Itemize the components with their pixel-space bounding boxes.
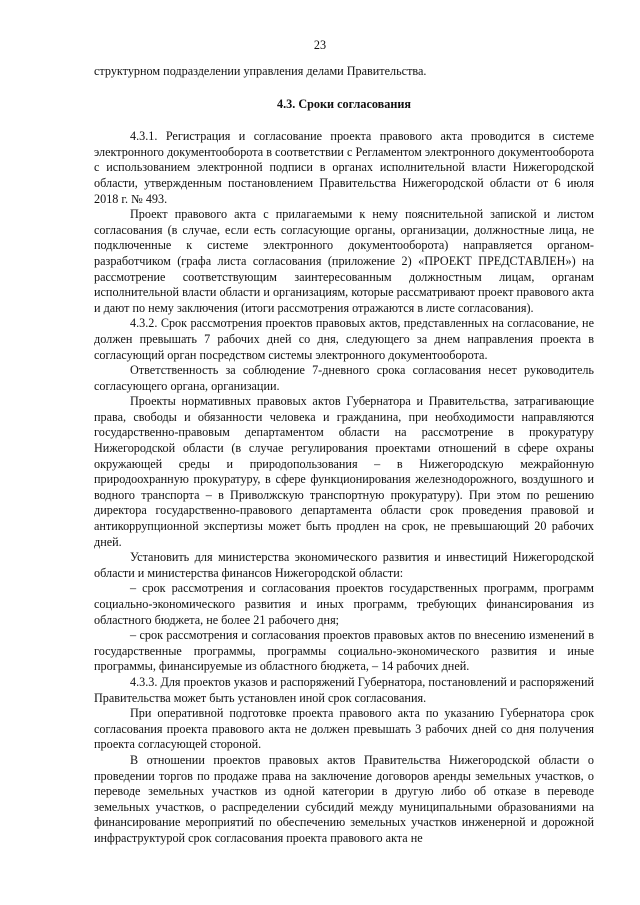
paragraph-4-3-3: 4.3.3. Для проектов указов и распоряжений Губернатора, постановлений и распоряжений Правительства может быть установлен иной срок согласования.	[94, 674, 594, 705]
page-number: 23	[313, 38, 327, 52]
paragraph-prosecutor-review: Проекты нормативных правовых актов Губернатора и Правительства, затрагивающие права, свободы и обязанности человека и гражданина, при необходимости направляются государственно-правовым департаментом области на рассмотрение в прокуратуру Нижегородской области (в случае регулирования проектами отношений в сфере охраны окружающей среды и природопользования – в Нижегородскую межрайонную природоохранную прокуратуру, в сфере функционирования железнодорожного, воздушного и водного транспорта – в Приволжскую транспортную прокуратуру). При этом по решению директора государственно-правового департамента области срок проведения правовой и антикоррупционной экспертизы может быть продлен на срок, не превышающий 20 рабочих дней.	[94, 394, 594, 549]
paragraph-land-plots: В отношении проектов правовых актов Правительства Нижегородской области о проведении торгов по продаже права на заключение договоров аренды земельных участков, о переводе земельных участков из одной категории в другую либо об отказе в переводе земельных участков, о распределении субсидий между муниципальными образованиями на финансирование мероприятий по обеспечению земельных участков инженерной и дорожной инфраструктурой срок согласования проекта правового акта не	[94, 752, 594, 845]
paragraph-4-3-1: 4.3.1. Регистрация и согласование проекта правового акта проводится в системе электронного документооборота в соответствии с Регламентом электронного документооборота с использованием электронной подписи в органах исполнительной власти Нижегородской области, утвержденным постановлением Правительства Нижегородской области от 6 июля 2018 г. № 493.	[94, 129, 594, 206]
page-content	[94, 64, 594, 847]
list-item-programs-term: – срок рассмотрения и согласования проектов государственных программ, программ социально-экономического развития и иных программ, требующих финансирования из областного бюджета, не более 21 рабочего дня;	[94, 581, 594, 627]
paragraph-4-3-2: 4.3.2. Срок рассмотрения проектов правовых актов, представленных на согласование, не должен превышать 7 рабочих дней со дня, следующего за днем направления проекта в согласующий орган посредством системы электронного документооборота.	[94, 316, 594, 362]
paragraph-draft-submission: Проект правового акта с прилагаемыми к нему пояснительной запиской и листом согласования (в случае, если есть согласующие органы, организации, должностные лица, не подключенные к системе электронного документооборота) направляется органом-разработчиком (графа листа согласования (приложение 2) «ПРОЕКТ ПРЕДСТАВЛЕН») на рассмотрение соответствующим заинтересованным должностным лицам, органам исполнительной власти области и организациям, которые рассматривают проект правового акта и дают по нему заключения (итоги рассмотрения отражаются в листе согласования).	[94, 207, 594, 315]
paragraph-responsibility: Ответственность за соблюдение 7-дневного срока согласования несет руководитель согласующего органа, организации.	[94, 363, 594, 393]
continuation-paragraph: структурном подразделении управления делами Правительства.	[94, 64, 427, 78]
paragraph-ministries: Установить для министерства экономического развития и инвестиций Нижегородской области и министерства финансов Нижегородской области:	[94, 550, 594, 580]
section-title: 4.3. Сроки согласования	[277, 96, 411, 111]
paragraph-urgent-preparation: При оперативной подготовке проекта правового акта по указанию Губернатора срок согласования проекта правового акта не должен превышать 3 рабочих дней со дня получения проекта согласующей стороной.	[94, 706, 594, 752]
list-item-amendments-term: – срок рассмотрения и согласования проектов правовых актов по внесению изменений в государственные программы, программы социально-экономического развития и иные программы, финансируемые из областного бюджета, – 14 рабочих дней.	[94, 628, 594, 674]
